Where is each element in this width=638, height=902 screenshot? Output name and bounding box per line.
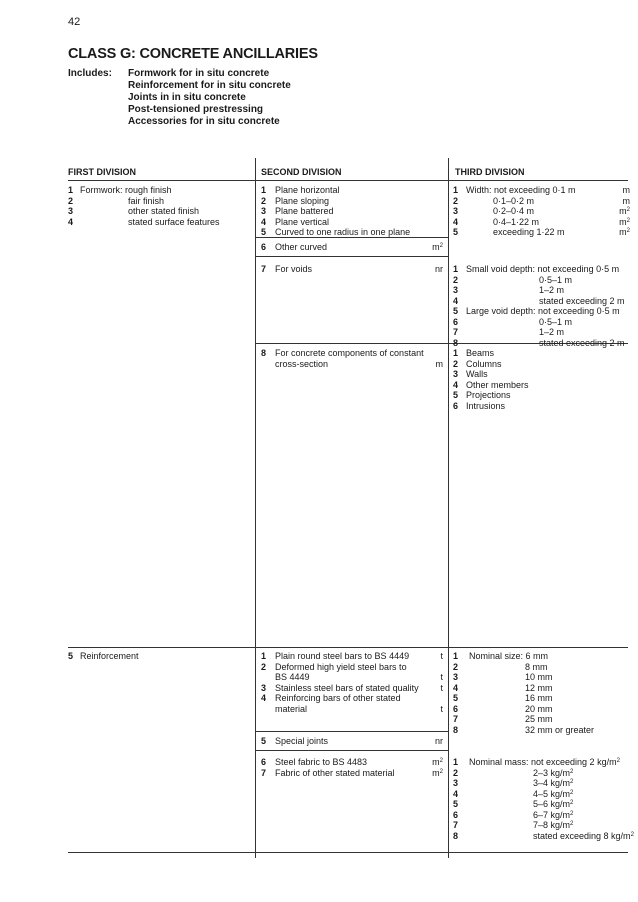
- list-item: [453, 206, 630, 217]
- item-text: 7–8 $kg/m^2$: [533, 820, 574, 830]
- list-item: [453, 380, 630, 391]
- item-text: Walls: [466, 369, 488, 379]
- page-number: 42: [68, 16, 81, 28]
- item-number: 2: [453, 274, 459, 285]
- list-item: [261, 359, 443, 370]
- list-item: [453, 830, 634, 842]
- list-item: [261, 662, 443, 673]
- item-number: 7: [453, 820, 459, 830]
- item-text: Plain round steel bars to BS 4449: [275, 651, 410, 661]
- list-item: [261, 196, 443, 207]
- list-item: [453, 401, 630, 412]
- bottom-rule: [68, 852, 628, 853]
- list-item: [453, 185, 630, 196]
- first-division-header: FIRST DIVISION: [68, 167, 137, 177]
- list-item: [453, 348, 630, 359]
- list-item: [453, 217, 630, 228]
- item-number: 6: [261, 242, 267, 252]
- list-item: [453, 714, 630, 725]
- includes-list: [128, 68, 291, 128]
- row-divider: [68, 647, 628, 648]
- item-number: 6: [453, 400, 459, 411]
- item-text: Intrusions: [466, 400, 506, 411]
- item-text: fair finish: [128, 195, 165, 206]
- second-division-bars: [261, 651, 443, 714]
- item-number: 2: [453, 358, 459, 369]
- list-item: [261, 185, 443, 196]
- list-item: [261, 242, 443, 253]
- item-number: 5: [453, 306, 459, 316]
- item-unit: m: [622, 185, 630, 195]
- item-text: Special joints: [275, 736, 329, 746]
- list-item: [453, 196, 630, 207]
- column-divider-left: [255, 158, 256, 858]
- item-text: 4–5 $kg/m^2$: [533, 788, 574, 799]
- second-division-voids: [261, 264, 443, 275]
- item-text: cross-section: [275, 358, 329, 369]
- item-text: Other curved: [275, 242, 328, 252]
- row-divider: [255, 256, 448, 257]
- item-unit: t: [440, 672, 443, 682]
- item-text: material: [275, 703, 308, 714]
- item-text: stated exceeding 8 $kg/m^2$: [533, 830, 634, 841]
- item-number: 1: [261, 651, 267, 661]
- item-text: exceeding 1·22 m: [493, 227, 565, 237]
- item-number: 4: [261, 216, 267, 227]
- second-division-special-joints: [261, 736, 443, 747]
- item-text: Plane battered: [275, 206, 334, 216]
- list-item: [453, 327, 630, 338]
- item-number: 7: [453, 714, 459, 724]
- item-text: 16 mm: [525, 693, 553, 703]
- list-item: [453, 359, 630, 370]
- includes-item: Reinforcement for in situ concrete: [128, 80, 291, 91]
- list-item: [453, 672, 630, 683]
- item-number: 5: [453, 693, 459, 703]
- item-number: 3: [261, 682, 267, 693]
- list-item: [453, 789, 630, 800]
- item-number: 3: [453, 369, 459, 379]
- item-unit: $m^2$: [619, 206, 630, 216]
- list-item: [68, 185, 253, 196]
- list-item: [68, 651, 253, 662]
- list-item: [261, 704, 443, 715]
- item-text: 12 mm: [525, 682, 553, 693]
- list-item: [68, 217, 253, 228]
- item-number: 4: [453, 788, 459, 799]
- item-text: 1–2 m: [539, 285, 565, 295]
- item-text: Stainless steel bars of stated quality: [275, 682, 419, 693]
- item-text: Formwork: rough finish: [80, 185, 172, 195]
- item-number: 1: [453, 348, 459, 358]
- includes-label: Includes:: [68, 68, 112, 79]
- list-item: [453, 651, 630, 662]
- list-item: [453, 369, 630, 380]
- item-text: 0·4–1·22 m: [493, 216, 540, 227]
- list-item: [261, 651, 443, 662]
- list-item: [68, 196, 253, 207]
- item-number: 1: [453, 651, 459, 661]
- item-number: 3: [453, 206, 459, 216]
- item-text: Nominal mass: not exceeding 2 $kg/m^2$: [469, 757, 620, 767]
- item-text: 3–4 $kg/m^2$: [533, 778, 574, 788]
- item-text: Curved to one radius in one plane: [275, 227, 411, 237]
- item-text: Projections: [466, 390, 511, 400]
- list-item: [453, 768, 630, 779]
- item-number: 3: [453, 672, 459, 682]
- item-text: 1–2 m: [539, 327, 565, 337]
- includes-item: Formwork for in situ concrete: [128, 68, 270, 79]
- header-rule: [68, 180, 628, 181]
- list-item: [261, 693, 443, 704]
- item-number: 5: [453, 227, 459, 237]
- item-text: Deformed high yield steel bars to: [275, 661, 407, 672]
- item-number: 4: [261, 693, 267, 703]
- second-division-plane: [261, 185, 443, 238]
- item-text: Beams: [466, 348, 495, 358]
- third-division-width: [453, 185, 630, 238]
- item-text: Reinforcing bars of other stated: [275, 693, 401, 703]
- first-division-reinforcement: [68, 651, 253, 662]
- item-text: 8 mm: [525, 661, 548, 672]
- item-unit: $m^2$: [619, 216, 630, 227]
- item-number: 4: [453, 216, 459, 227]
- item-number: 5: [453, 390, 459, 400]
- item-number: 2: [453, 661, 459, 672]
- item-unit: m: [435, 358, 443, 369]
- item-number: 8: [261, 348, 267, 358]
- item-unit: t: [440, 651, 443, 661]
- item-number: 6: [453, 703, 459, 714]
- list-item: [261, 768, 443, 779]
- list-item: [453, 264, 630, 275]
- third-division-header: THIRD DIVISION: [455, 167, 525, 177]
- item-number: 2: [453, 767, 459, 778]
- list-item: [453, 662, 630, 673]
- item-unit: $m^2$: [432, 242, 443, 252]
- item-text: Large void depth: not exceeding 0·5 m: [466, 306, 620, 316]
- item-number: 2: [261, 661, 267, 672]
- item-number: 7: [453, 327, 459, 337]
- list-item: [68, 206, 253, 217]
- item-text: stated exceeding 2 m: [539, 295, 625, 306]
- item-text: other stated finish: [128, 206, 200, 216]
- list-item: [261, 672, 443, 683]
- item-text: Plane vertical: [275, 216, 330, 227]
- item-number: 1: [453, 264, 459, 274]
- item-text: BS 4449: [275, 672, 310, 682]
- item-text: For concrete components of constant: [275, 348, 424, 358]
- item-number: 3: [261, 206, 267, 216]
- list-item: [261, 217, 443, 228]
- item-text: 0·1–0·2 m: [493, 195, 535, 206]
- third-division-nominal-size: [453, 651, 630, 735]
- item-number: 5: [261, 227, 267, 237]
- item-number: 4: [68, 216, 74, 227]
- item-text: Nominal size: 6 mm: [469, 651, 549, 661]
- list-item: [453, 704, 630, 715]
- item-number: 8: [453, 830, 459, 841]
- item-number: 3: [453, 285, 459, 295]
- second-division-header: SECOND DIVISION: [261, 167, 342, 177]
- item-text: 10 mm: [525, 672, 553, 682]
- item-text: stated exceeding 2 m: [539, 337, 625, 348]
- item-number: 2: [261, 195, 267, 206]
- item-text: stated surface features: [128, 216, 220, 227]
- item-text: 0·5–1 m: [539, 316, 573, 327]
- list-item: [261, 736, 443, 747]
- item-unit: t: [440, 682, 443, 693]
- item-unit: nr: [434, 736, 443, 746]
- includes-item: Joints in in situ concrete: [128, 92, 246, 103]
- item-text: 20 mm: [525, 703, 553, 714]
- item-number: 1: [453, 757, 459, 767]
- row-divider: [255, 731, 448, 732]
- list-item: [453, 757, 630, 768]
- column-divider-right: [448, 158, 449, 858]
- list-item: [453, 778, 630, 789]
- item-number: 4: [453, 295, 459, 306]
- item-number: 8: [453, 337, 459, 348]
- item-number: 6: [261, 757, 267, 767]
- item-text: Plane sloping: [275, 195, 330, 206]
- second-division-fabric: [261, 757, 443, 778]
- item-unit: $m^2$: [432, 757, 443, 767]
- list-item: [453, 306, 630, 317]
- list-item: [453, 227, 630, 238]
- item-text: 0·2–0·4 m: [493, 206, 535, 216]
- list-item: [453, 810, 630, 821]
- item-text: Other members: [466, 379, 529, 390]
- item-number: 2: [68, 195, 74, 206]
- item-unit: nr: [434, 264, 443, 274]
- item-number: 5: [68, 651, 74, 661]
- item-text: 0·5–1 m: [539, 274, 573, 285]
- list-item: [261, 206, 443, 217]
- list-item: [261, 348, 443, 359]
- item-unit: m: [622, 195, 630, 206]
- item-number: 1: [68, 185, 74, 195]
- item-text: 2–3 $kg/m^2$: [533, 767, 574, 778]
- list-item: [453, 317, 630, 328]
- first-division-formwork: [68, 185, 253, 227]
- item-text: Columns: [466, 358, 502, 369]
- list-item: [453, 296, 630, 307]
- item-text: Plane horizontal: [275, 185, 340, 195]
- list-item: [453, 275, 630, 286]
- item-number: 7: [261, 264, 267, 274]
- third-division-members: [453, 348, 630, 411]
- item-number: 5: [453, 799, 459, 809]
- row-divider: [255, 750, 448, 751]
- item-text: 6–7 $kg/m^2$: [533, 809, 574, 820]
- page-title: CLASS G: CONCRETE ANCILLARIES: [68, 46, 318, 62]
- list-item: [261, 264, 443, 275]
- item-number: 4: [453, 379, 459, 390]
- item-number: 2: [453, 195, 459, 206]
- item-number: 1: [453, 185, 459, 195]
- item-text: 25 mm: [525, 714, 553, 724]
- item-text: Steel fabric to BS 4483: [275, 757, 368, 767]
- item-text: 32 mm or greater: [525, 724, 595, 735]
- list-item: [261, 683, 443, 694]
- item-number: 8: [453, 724, 459, 735]
- list-item: [261, 227, 443, 238]
- list-item: [453, 799, 630, 810]
- list-item: [453, 820, 630, 831]
- item-number: 3: [453, 778, 459, 788]
- item-text: For voids: [275, 264, 313, 274]
- list-item: [453, 338, 630, 349]
- item-text: Reinforcement: [80, 651, 139, 661]
- second-division-other-curved: [261, 242, 443, 253]
- list-item: [453, 390, 630, 401]
- list-item: [453, 693, 630, 704]
- second-division-components: [261, 348, 443, 369]
- list-item: [453, 285, 630, 296]
- includes-item: Post-tensioned prestressing: [128, 104, 264, 115]
- item-number: 1: [261, 185, 267, 195]
- item-number: 7: [261, 767, 267, 778]
- item-text: 5–6 $kg/m^2$: [533, 799, 574, 809]
- item-text: Fabric of other stated material: [275, 767, 395, 778]
- list-item: [453, 683, 630, 694]
- item-number: 3: [68, 206, 74, 216]
- item-number: 6: [453, 809, 459, 820]
- item-unit: $m^2$: [432, 767, 443, 778]
- item-number: 5: [261, 736, 267, 746]
- includes-item: Accessories for in situ concrete: [128, 116, 280, 127]
- third-division-void-depth: [453, 264, 630, 348]
- third-division-nominal-mass: [453, 757, 634, 841]
- item-unit: t: [440, 703, 443, 714]
- item-unit: $m^2$: [619, 227, 630, 237]
- item-number: 6: [453, 316, 459, 327]
- item-text: Width: not exceeding 0·1 m: [466, 185, 576, 195]
- list-item: [261, 757, 443, 768]
- list-item: [453, 725, 630, 736]
- item-number: 4: [453, 682, 459, 693]
- item-text: Small void depth: not exceeding 0·5 m: [466, 264, 620, 274]
